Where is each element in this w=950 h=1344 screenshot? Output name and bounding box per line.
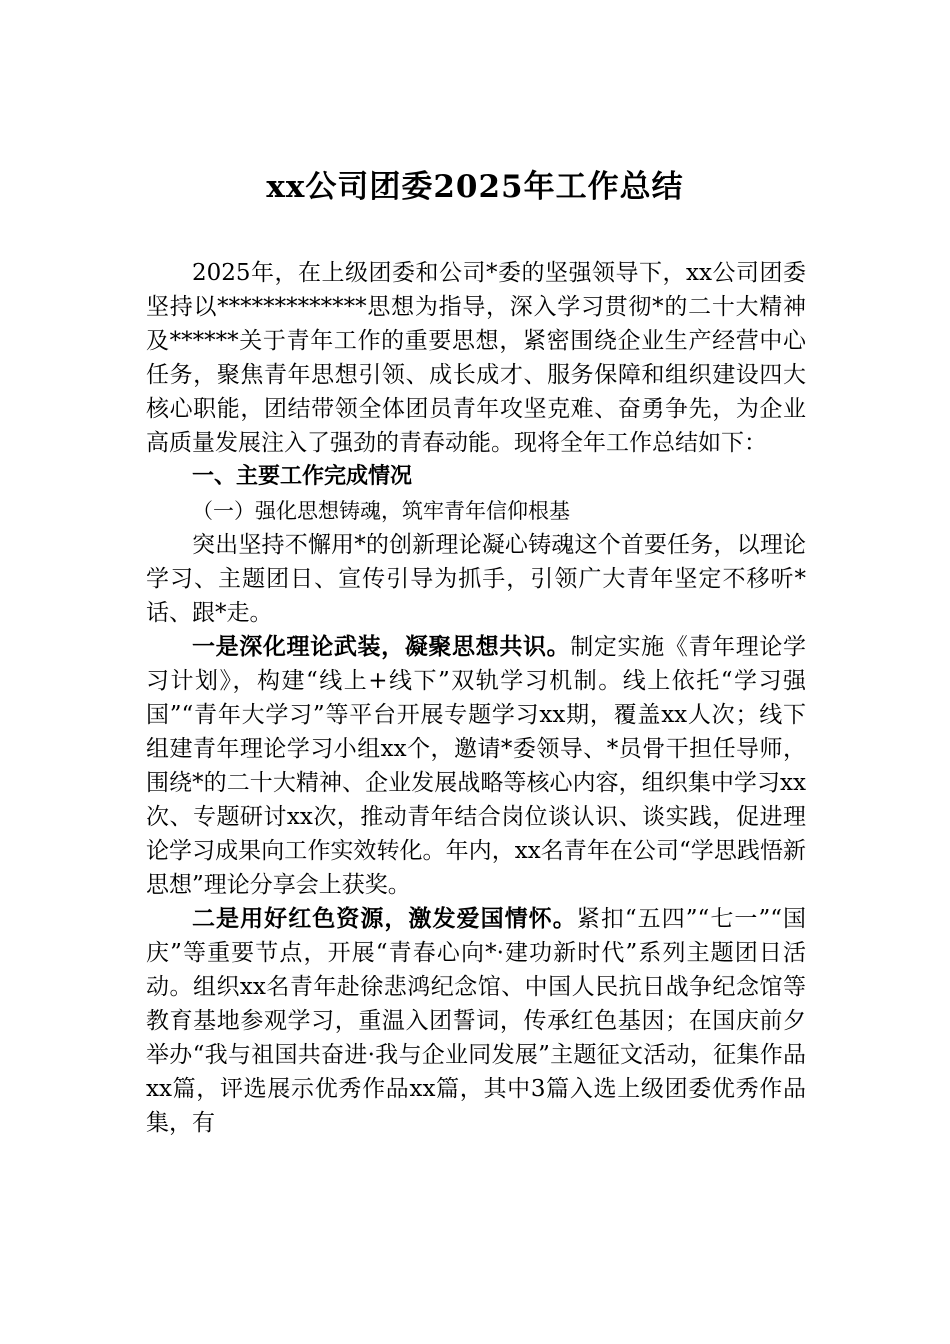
point-one-lead: 一是深化理论武装，凝聚思想共识。 xyxy=(192,633,571,660)
document-body xyxy=(146,256,806,1140)
point-two-text: 紧扣“五四”“七一”“国庆”等重要节点，开展“青春心向*·建功新时代”系列主题团日活动。组织xx名青年赴徐悲鸿纪念馆、中国人民抗日战争纪念馆等教育基地参观学习，重温入团誓词，传承红色基因；在国庆前夕举办“我与祖国共奋进·我与企业同发展”主题征文活动，征集作品xx篇，评选展示优秀作品xx篇，其中3篇入选上级团委优秀作品集，有 xyxy=(146,906,807,1136)
point-two-paragraph xyxy=(146,902,806,1140)
subsection-intro-paragraph: 突出坚持不懈用*的创新理论凝心铸魂这个首要任务，以理论学习、主题团日、宣传引导为抓手，引领广大青年坚定不移听*话、跟*走。 xyxy=(146,532,806,626)
point-one-text: 制定实施《青年理论学习计划》，构建“线上+线下”双轨学习机制。线上依托“学习强国”“青年大学习”等平台开展专题学习xx期，覆盖xx人次；线下组建青年理论学习小组xx个，邀请*委领导、*员骨干担任导师，围绕*的二十大精神、企业发展战略等核心内容，组织集中学习xx次、专题研讨xx次，推动青年结合岗位谈认识、谈实践，促进理论学习成果向工作实效转化。年内，xx名青年在公司“学思践悟新思想”理论分享会上获奖。 xyxy=(146,634,807,898)
section-heading: 一、主要工作完成情况 xyxy=(192,464,413,489)
subsection-heading: （一）强化思想铸魂，筑牢青年信仰根基 xyxy=(192,499,570,523)
point-one-paragraph xyxy=(146,630,806,902)
document-title: xx公司团委2025年工作总结 xyxy=(266,169,684,205)
intro-paragraph: 2025年，在上级团委和公司*委的坚强领导下，xx公司团委坚持以*************思想为指导，深入学习贯彻*的二十大精神及******关于青年工作的重要思想，紧密围绕企业生产经营中心任务，聚焦青年思想引领、成长成才、服务保障和组织建设四大核心职能，团结带领全体团员青年攻坚克难、奋勇争先，为企业高质量发展注入了强劲的青春动能。现将全年工作总结如下： xyxy=(146,260,806,456)
point-two-lead: 二是用好红色资源，激发爱国情怀。 xyxy=(192,905,577,932)
